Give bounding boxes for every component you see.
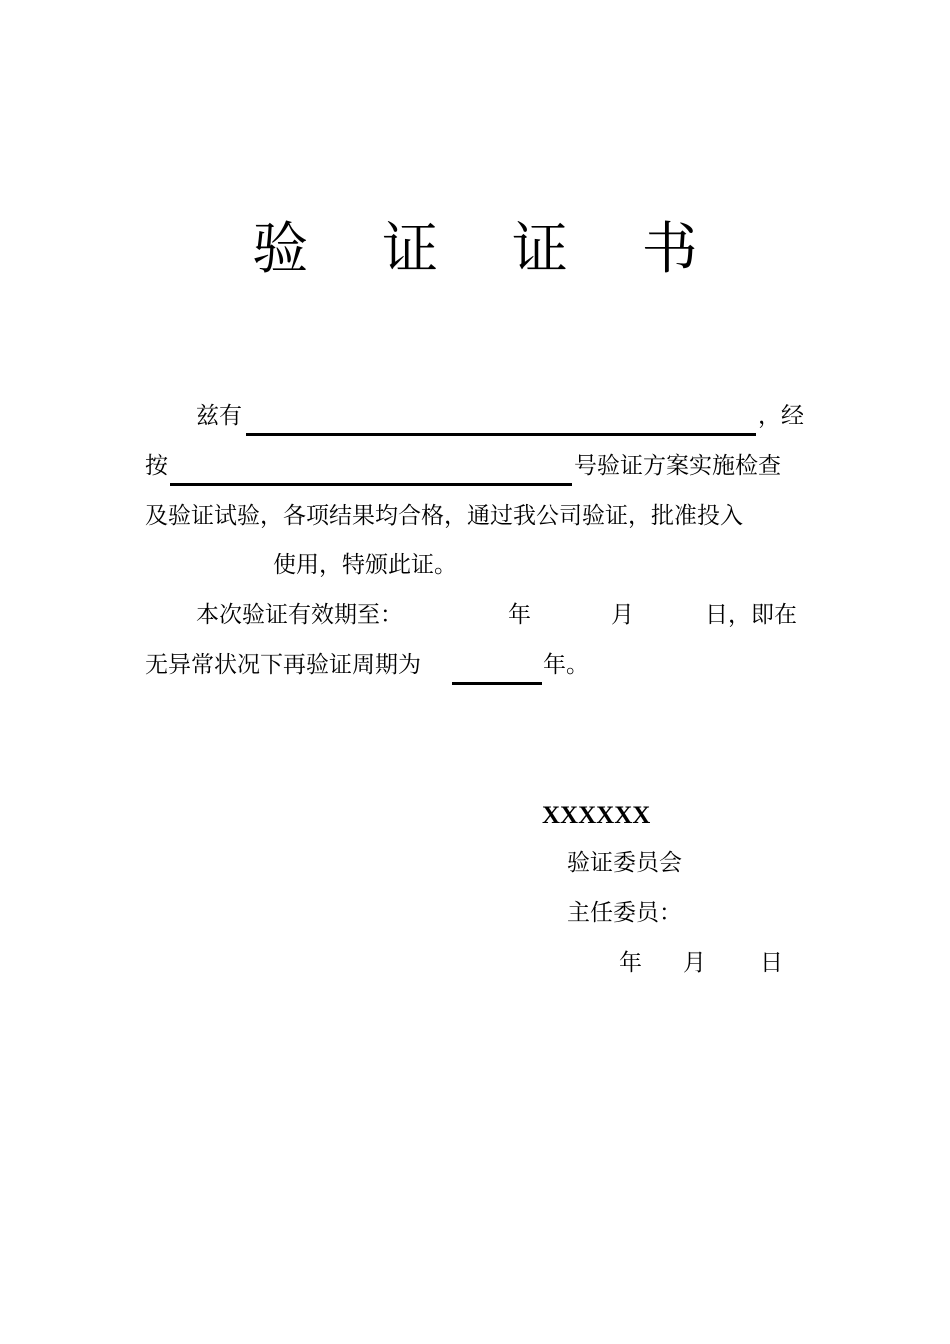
line6-prefix: 无异常状况下再验证周期为 (145, 652, 421, 678)
line2-prefix: 按 (145, 453, 168, 479)
line6-suffix: 年。 (543, 652, 589, 678)
certificate-title: 验 证 证 书 (252, 217, 726, 282)
committee-name: 验证委员会 (567, 850, 682, 876)
plan-number-blank-line (170, 483, 572, 486)
line4-text: 使用，特颁此证。 (273, 552, 457, 578)
signature-day-label: 日 (760, 950, 783, 976)
validity-year-label: 年 (508, 602, 531, 628)
line3-text: 及验证试验，各项结果均合格，通过我公司验证，批准投入 (145, 503, 743, 529)
revalidation-period-blank-line (452, 682, 542, 685)
director-label: 主任委员： (567, 900, 682, 926)
company-name: XXXXXX (542, 802, 651, 829)
line1-suffix: ，经 (758, 403, 804, 429)
product-name-blank-line (246, 433, 756, 436)
validity-label: 本次验证有效期至： (196, 602, 403, 628)
validity-month-label: 月 (611, 602, 634, 628)
line2-suffix: 号验证方案实施检查 (574, 453, 781, 479)
signature-year-label: 年 (619, 950, 642, 976)
validity-day-label: 日，即在 (705, 602, 797, 628)
signature-month-label: 月 (683, 950, 706, 976)
line1-prefix: 兹有 (196, 403, 242, 429)
